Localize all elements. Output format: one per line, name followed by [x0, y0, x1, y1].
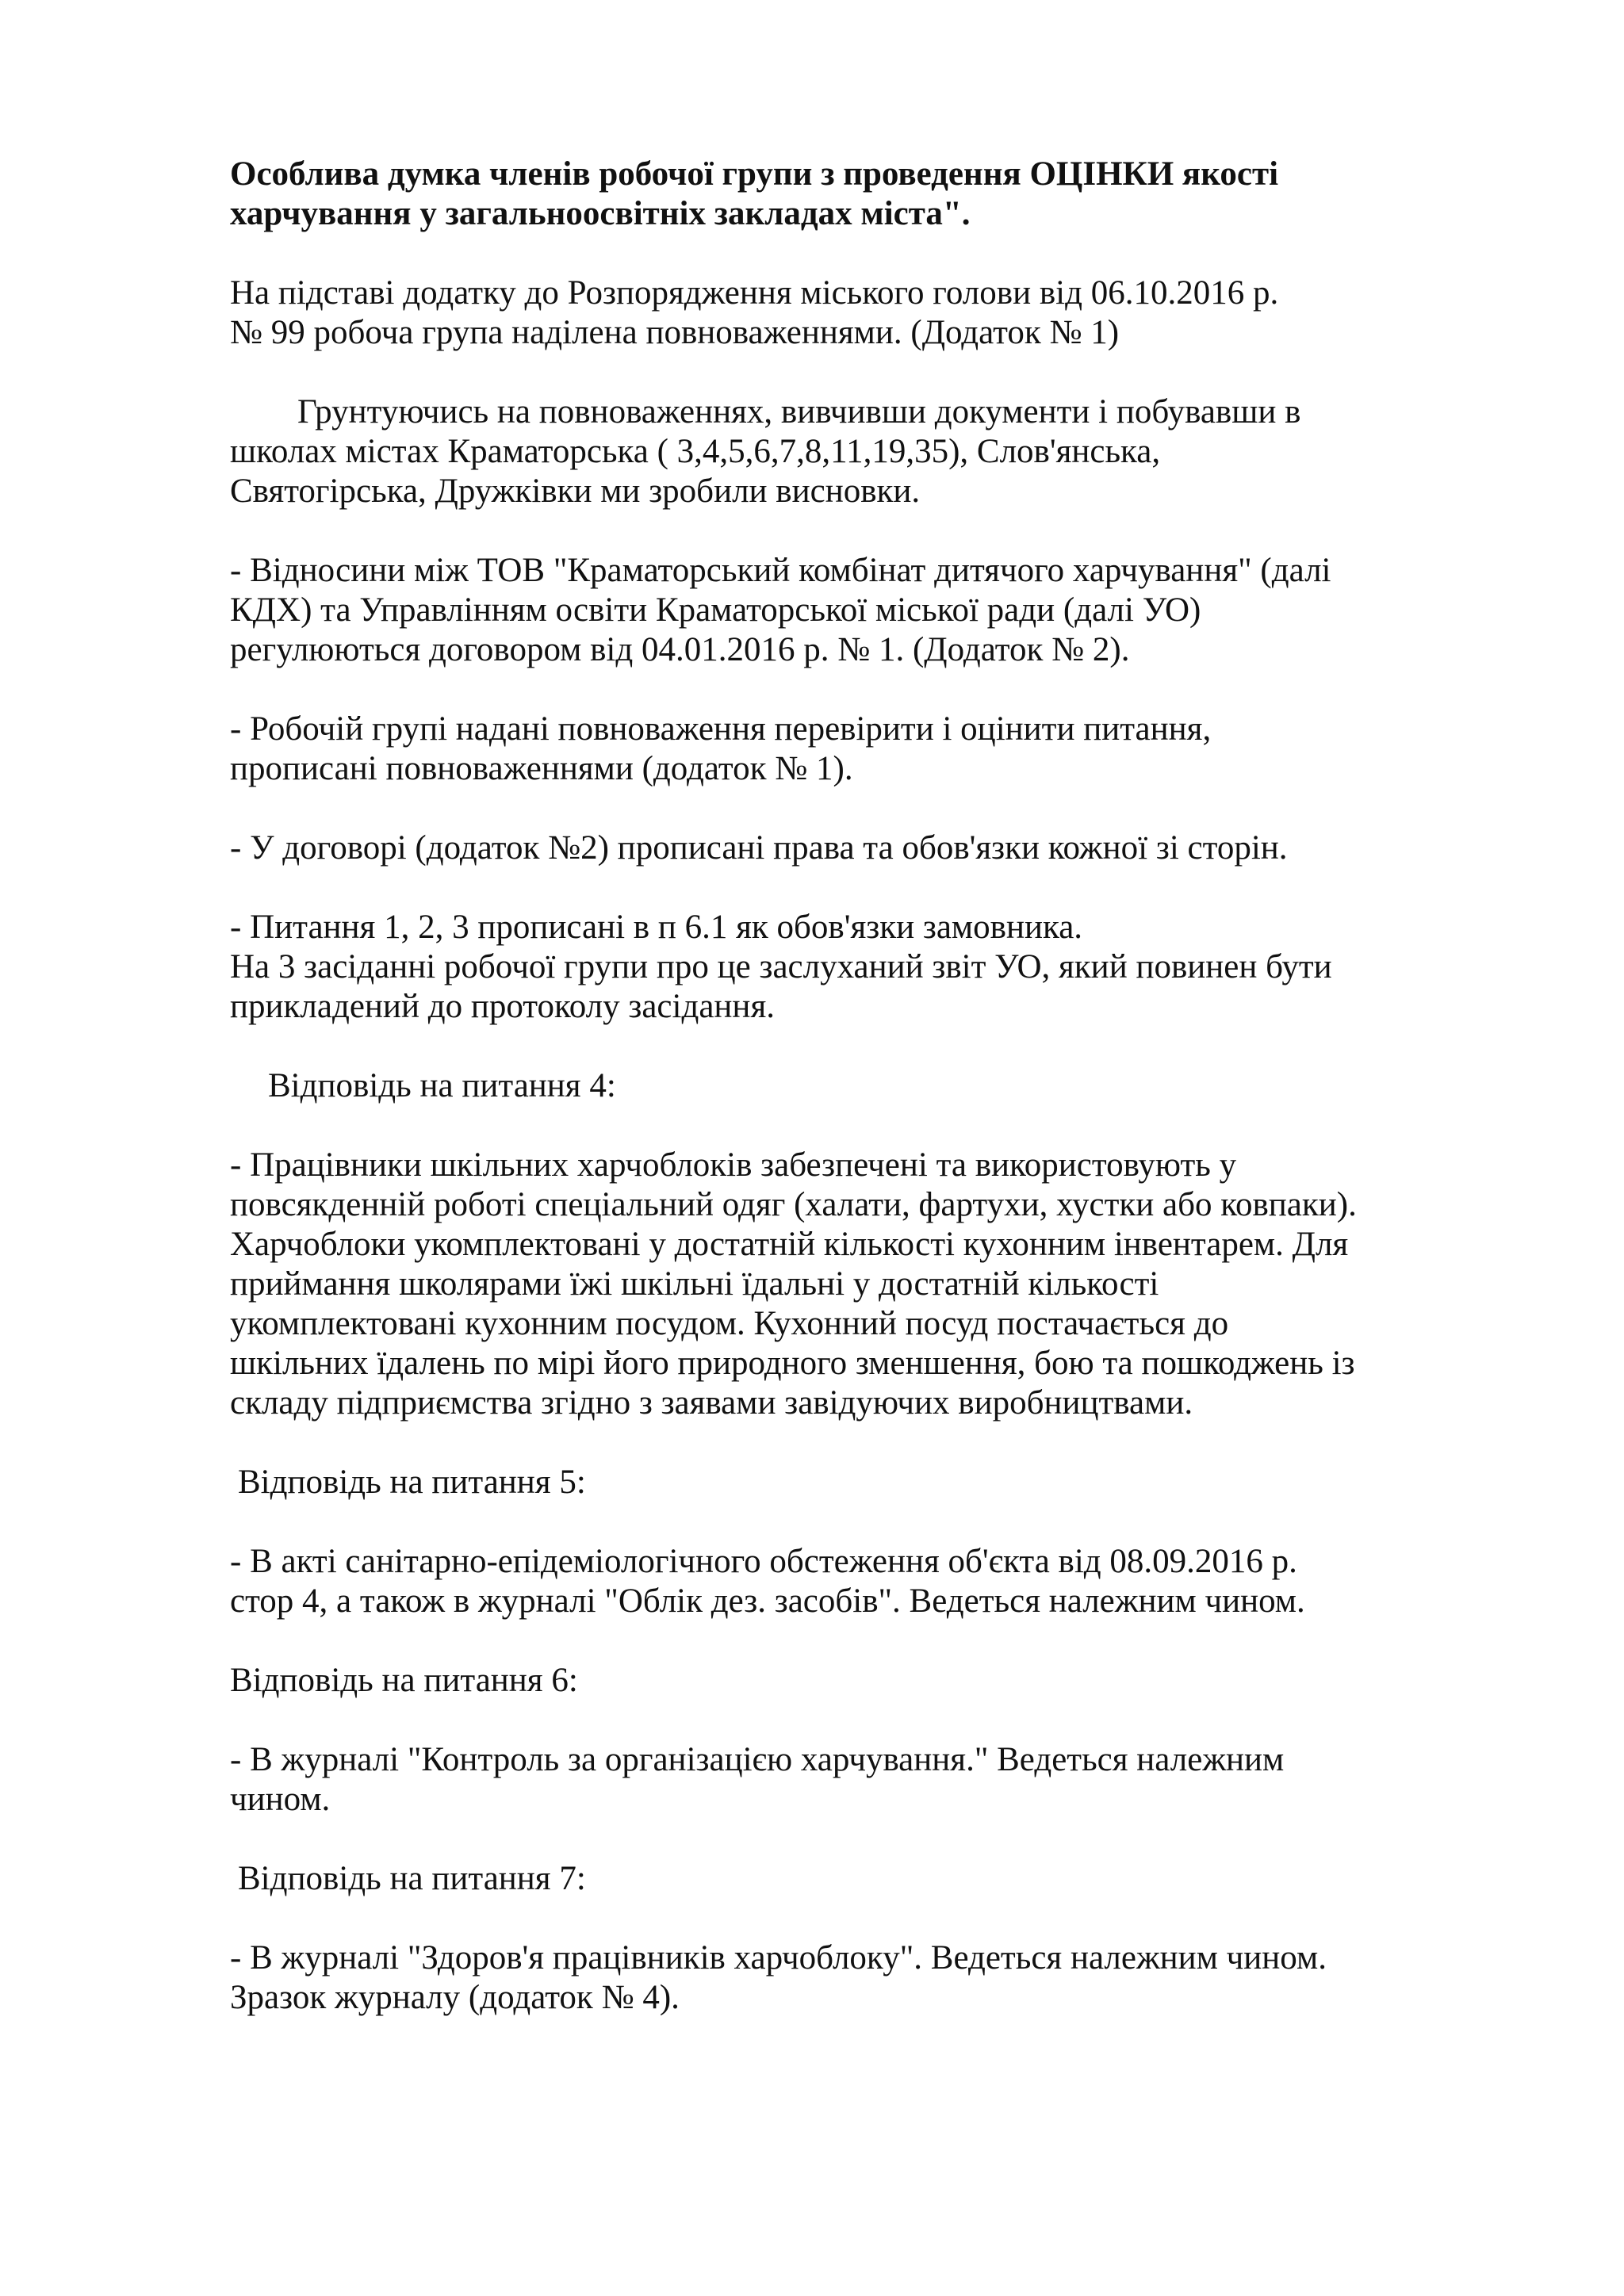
paragraph-line: чином.: [230, 1781, 331, 1818]
paragraph: [230, 551, 1530, 670]
paragraph-line: Відповідь на питання 6:: [230, 1662, 578, 1699]
paragraph-line: Відповідь на питання 4:: [268, 1067, 616, 1104]
paragraph-line: укомплектовані кухонним посудом. Кухонний посуд постачається до: [230, 1305, 1229, 1342]
paragraph: [230, 1661, 1530, 1701]
document-title: [230, 155, 1530, 234]
paragraph: [230, 274, 1530, 353]
paragraph-line: шкільних їдалень по мірі його природного зменшення, бою та пошкоджень із: [230, 1345, 1355, 1382]
paragraph-list: [230, 274, 1530, 2018]
paragraph-line: На 3 засіданні робочої групи про це заслуханий звіт УО, який повинен бути: [230, 948, 1332, 985]
paragraph-line: Харчоблоки укомплектовані у достатній кількості кухонним інвентарем. Для: [230, 1226, 1349, 1263]
title-line: харчування у загальноосвітніх закладах міста".: [230, 195, 971, 232]
paragraph: [230, 1066, 1530, 1106]
paragraph-line: - Працівники шкільних харчоблоків забезпечені та використовують у: [230, 1146, 1237, 1184]
paragraph-line: Зразок журналу (додаток № 4).: [230, 1979, 680, 2016]
paragraph-line: - В журналі "Контроль за організацією харчування." Ведеться належним: [230, 1741, 1285, 1778]
paragraph-line: - У договорі (додаток №2) прописані права та обов'язки кожної зі сторін.: [230, 829, 1288, 867]
paragraph-line: - Питання 1, 2, 3 прописані в п 6.1 як обов'язки замовника.: [230, 909, 1083, 946]
paragraph: [230, 828, 1530, 868]
paragraph-line: стор 4, а також в журналі "Облік дез. засобів". Ведеться належним чином.: [230, 1582, 1305, 1620]
paragraph: [230, 1542, 1530, 1621]
paragraph-line: На підставі додатку до Розпорядження міського голови від 06.10.2016 р.: [230, 274, 1279, 312]
paragraph-line: № 99 робоча група наділена повноваженнями. (Додаток № 1): [230, 314, 1120, 351]
paragraph-line: приймання школярами їжі шкільні їдальні у достатній кількості: [230, 1265, 1159, 1303]
document-body: [230, 155, 1530, 2057]
paragraph: [230, 710, 1530, 789]
paragraph-line: Відповідь на питання 7:: [238, 1860, 586, 1897]
title-line: Особлива думка членів робочої групи з проведення ОЦІНКИ якості: [230, 155, 1279, 193]
paragraph-line: - Робочій групі надані повноваження перевірити і оцінити питання,: [230, 710, 1212, 748]
paragraph-line: Відповідь на питання 5:: [238, 1464, 586, 1501]
paragraph: [230, 1463, 1530, 1502]
paragraph-line: прикладений до протоколу засідання.: [230, 988, 775, 1025]
paragraph-line: Грунтуючись на повноваженнях, вивчивши документи і побувавши в: [297, 393, 1301, 430]
paragraph-line: Святогірська, Дружківки ми зробили висновки.: [230, 473, 921, 510]
paragraph: [230, 1740, 1530, 1820]
paragraph: [230, 1146, 1530, 1423]
paragraph-line: прописані повноваженнями (додаток № 1).: [230, 750, 853, 787]
paragraph: [230, 908, 1530, 1027]
paragraph-line: школах містах Краматорська ( 3,4,5,6,7,8,11,19,35), Слов'янська,: [230, 433, 1161, 470]
paragraph-line: - Відносини між ТОВ "Краматорський комбінат дитячого харчування" (далі: [230, 552, 1331, 589]
paragraph-line: повсякденній роботі спеціальний одяг (халати, фартухи, хустки або ковпаки).: [230, 1186, 1357, 1223]
paragraph-line: КДХ) та Управлінням освіти Краматорської міської ради (далі УО): [230, 591, 1201, 629]
paragraph: [230, 392, 1530, 511]
paragraph-line: - В журналі "Здоров'я працівників харчоблоку". Ведеться належним чином.: [230, 1939, 1327, 1976]
paragraph-line: складу підприємства згідно з заявами завідуючих виробництвами.: [230, 1384, 1193, 1422]
paragraph: [230, 1859, 1530, 1899]
paragraph: [230, 1938, 1530, 2018]
paragraph-line: регулюються договором від 04.01.2016 р. № 1. (Додаток № 2).: [230, 631, 1130, 668]
paragraph-line: - В акті санітарно-епідеміологічного обстеження об'єкта від 08.09.2016 р.: [230, 1543, 1297, 1580]
